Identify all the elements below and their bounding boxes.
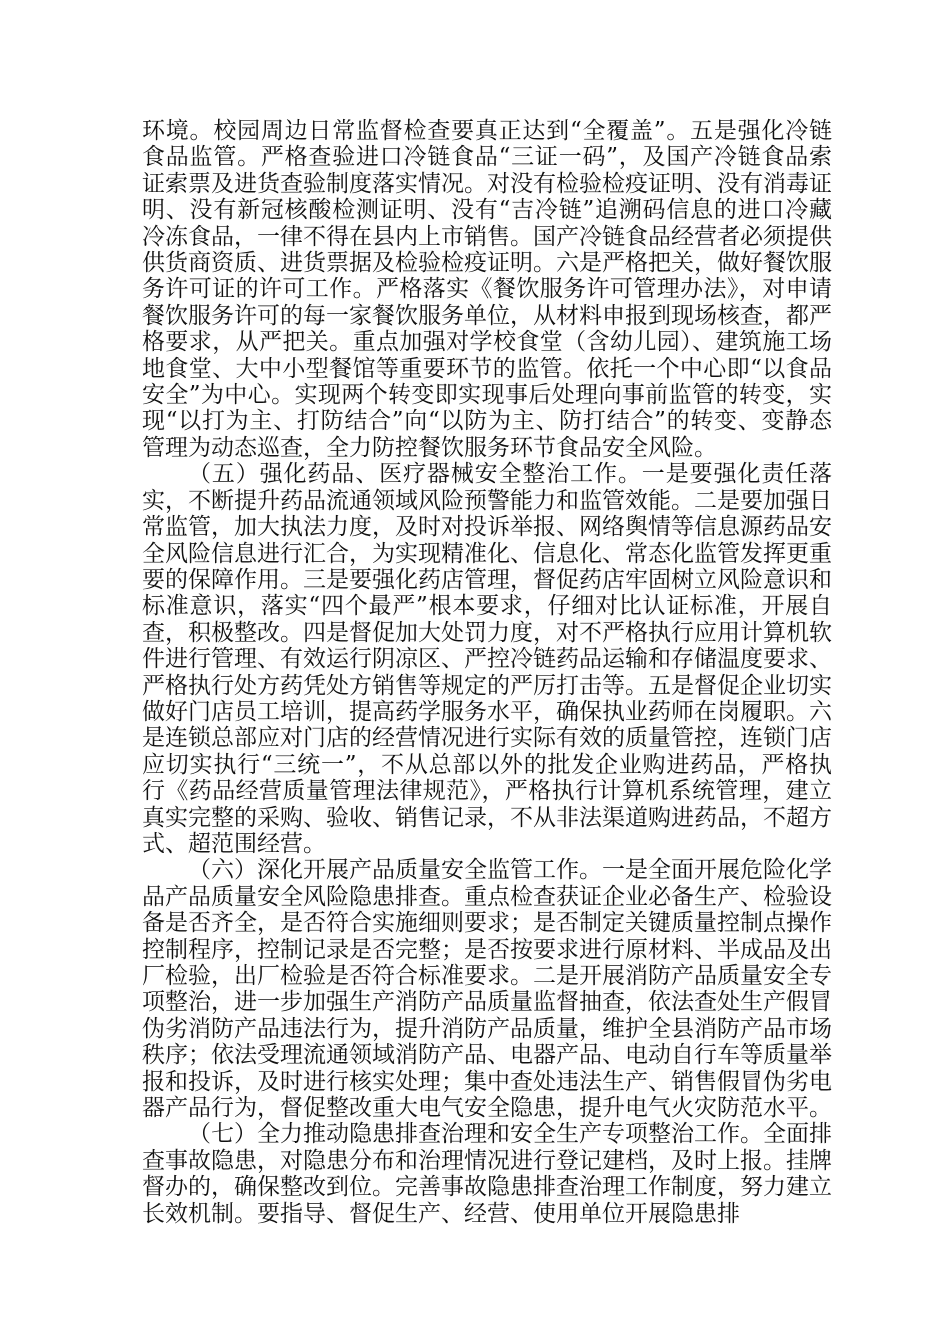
paragraph-section-5-drugs: （五）强化药品、医疗器械安全整治工作。一是要强化责任落实，不断提升药品流通领域风险预警能力和监管效能。二是要加强日常监管，加大执法力度，及时对投诉举报、网络舆情等信息源药品安全风险信息进行汇合，为实现精准化、信息化、常态化监管发挥更重要的保障作用。三是要强化药店管理，督促药店牢固树立风险意识和标准意识，落实“四个最严”根本要求，仔细对比认证标准，开展自查，积极整改。四是督促加大处罚力度，对不严格执行应用计算机软件进行管理、有效运行阴凉区、严控冷链药品运输和存储温度要求、严格执行处方药凭处方销售等规定的严厉打击等。五是督促企业切实做好门店员工培训，提高药学服务水平，确保执业药师在岗履职。六是连锁总部应对门店的经营情况进行实际有效的质量管控，连锁门店应切实执行“三统一”，不从总部以外的批发企业购进药品，严格执行《药品经营质量管理法律规范》，严格执行计算机系统管理，建立真实完整的采购、验收、销售记录，不从非法渠道购进药品，不超方式、超范围经营。 [142,461,832,857]
paragraph-food-safety-continued: 环境。校园周边日常监督检查要真正达到“全覆盖”。五是强化冷链食品监管。严格查验进口冷链食品“三证一码”，及国产冷链食品索证索票及进货查验制度落实情况。对没有检验检疫证明、没有消毒证明、没有新冠核酸检测证明、没有“吉冷链”追溯码信息的进口冷藏冷冻食品，一律不得在县内上市销售。国产冷链食品经营者必须提供供货商资质、进货票据及检验检疫证明。六是严格把关，做好餐饮服务许可证的许可工作。严格落实《餐饮服务许可管理办法》，对申请餐饮服务许可的每一家餐饮服务单位，从材料申报到现场核查，都严格要求，从严把关。重点加强对学校食堂（含幼儿园）、建筑施工场地食堂、大中小型餐馆等重要环节的监管。依托一个中心即“以食品安全”为中心。实现两个转变即实现事后处理向事前监管的转变，实现“以打为主、打防结合”向“以防为主、防打结合”的转变、变静态管理为动态巡查，全力防控餐饮服务环节食品安全风险。 [142,118,832,461]
document-body [142,118,832,1227]
paragraph-section-6-product-quality: （六）深化开展产品质量安全监管工作。一是全面开展危险化学品产品质量安全风险隐患排查。重点检查获证企业必备生产、检验设备是否齐全，是否符合实施细则要求；是否制定关键质量控制点操作控制程序，控制记录是否完整；是否按要求进行原材料、半成品及出厂检验，出厂检验是否符合标准要求。二是开展消防产品质量安全专项整治，进一步加强生产消防产品质量监督抽查，依法查处生产假冒伪劣消防产品违法行为，提升消防产品质量，维护全县消防产品市场秩序；依法受理流通领域消防产品、电器产品、电动自行车等质量举报和投诉，及时进行核实处理；集中查处违法生产、销售假冒伪劣电器产品行为，督促整改重大电气安全隐患，提升电气火灾防范水平。 [142,857,832,1122]
paragraph-section-7-hazard-inspection: （七）全力推动隐患排查治理和安全生产专项整治工作。全面排查事故隐患，对隐患分布和治理情况进行登记建档，及时上报。挂牌督办的，确保整改到位。完善事故隐患排查治理工作制度，努力建立长效机制。要指导、督促生产、经营、使用单位开展隐患排 [142,1121,832,1227]
